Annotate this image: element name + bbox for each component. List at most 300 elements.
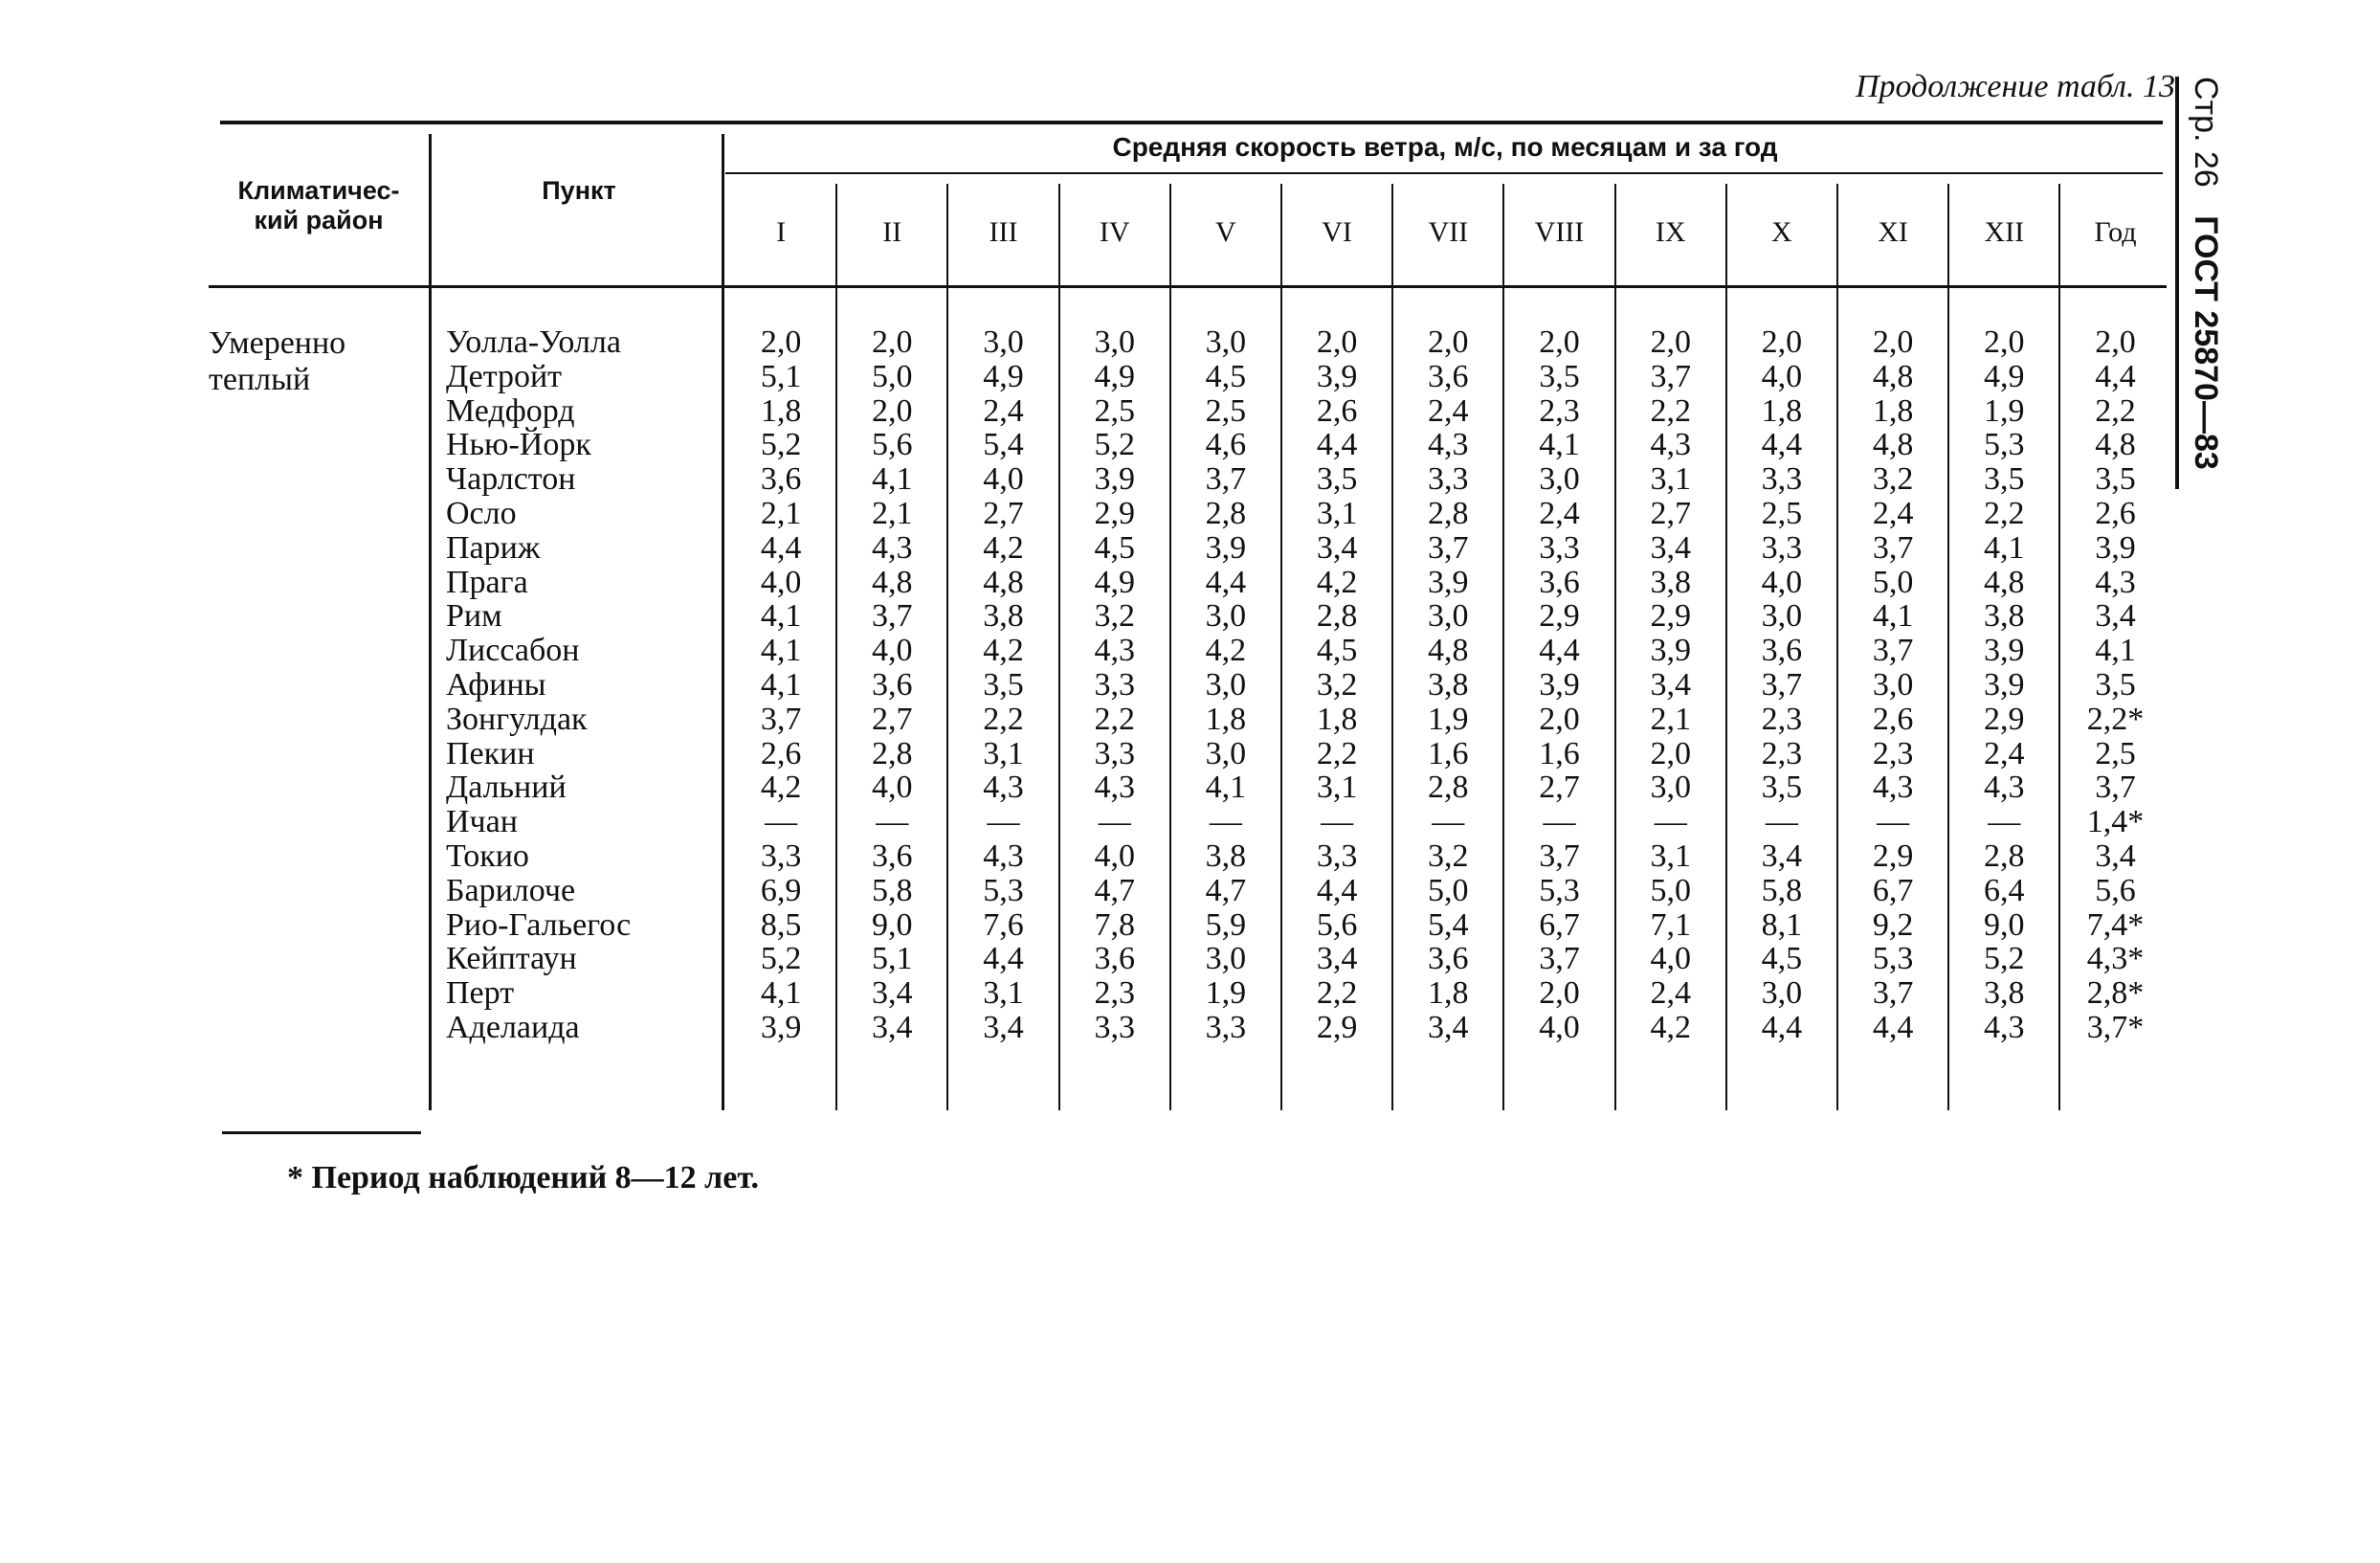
table-cell: 3,3 (1316, 837, 1358, 874)
table-cell: 3,3 (1094, 666, 1135, 703)
table-row-city: Медфорд (446, 392, 575, 429)
table-cell: 2,8 (1205, 495, 1247, 531)
table-cell: 6,7 (1539, 906, 1580, 943)
table-row-city: Кейптаун (446, 941, 577, 977)
table-cell: 3,9 (760, 1009, 802, 1045)
table-cell: 3,5 (1984, 461, 2025, 498)
table-cell: 3,1 (983, 975, 1024, 1012)
table-cell: 5,0 (872, 358, 913, 394)
table-row-city: Пекин (446, 735, 535, 771)
value-column (725, 325, 836, 1045)
table-cell: 5,1 (760, 358, 802, 394)
table-cell: 4,3 (983, 770, 1024, 806)
table-row-city: Токио (446, 837, 529, 874)
table-row-city: Рим (446, 598, 502, 635)
table-cell: 2,8 (1984, 837, 2025, 874)
table-cell: 2,1 (760, 495, 802, 531)
table-cell: 2,3 (1761, 735, 1803, 771)
table-cell: 6,9 (760, 872, 802, 908)
table-cell: 3,5 (2095, 666, 2136, 703)
table-cell: 4,8 (1872, 358, 1914, 394)
table-cell: 1,6 (1428, 735, 1469, 771)
table-cell: 2,9 (1872, 837, 1914, 874)
table-cell: 5,8 (1761, 872, 1803, 908)
table-cell: 3,0 (1761, 975, 1803, 1012)
table-row-city: Лиссабон (446, 633, 580, 669)
table-cell: 4,8 (872, 564, 913, 600)
table-cell: 5,6 (1316, 906, 1358, 943)
value-column (1948, 325, 2059, 1045)
table-cell: 2,4 (1650, 975, 1691, 1012)
table-cell: 4,7 (1205, 872, 1247, 908)
table-cell: 5,3 (1984, 427, 2025, 463)
table-cell: 2,4 (1428, 392, 1469, 429)
table-cell: 5,2 (760, 427, 802, 463)
table-cell: 4,4 (1539, 633, 1580, 669)
table-cell: 4,1 (1872, 598, 1914, 635)
table-cell: 2,0 (1539, 975, 1580, 1012)
table-cell: 4,3 (1872, 770, 1914, 806)
table-cell: — (1321, 804, 1354, 840)
table-cell: 4,4 (1761, 1009, 1803, 1045)
table-cell: 2,8 (1316, 598, 1358, 635)
table-cell: 3,4 (872, 1009, 913, 1045)
table-cell: 3,0 (1094, 324, 1135, 360)
table-row-city: Осло (446, 495, 517, 531)
table-cell: 3,8 (1984, 975, 2025, 1012)
table-cell: 2,5 (2095, 735, 2136, 771)
table-cell: — (1098, 804, 1131, 840)
table-cell: 4,3 (1094, 770, 1135, 806)
table-cell: 4,8 (2095, 427, 2136, 463)
table-cell: 2,3 (1761, 701, 1803, 737)
table-cell: 5,2 (1984, 941, 2025, 977)
table-cell: 5,3 (1872, 941, 1914, 977)
table-cell: 2,0 (1650, 735, 1691, 771)
table-cell: 2,0 (1984, 324, 2025, 360)
table-cell: 3,0 (1205, 941, 1247, 977)
table-cell: 4,4 (983, 941, 1024, 977)
table-cell: 3,4 (1650, 529, 1691, 566)
table-cell: 3,3 (1761, 461, 1803, 498)
table-cell: 4,9 (1094, 358, 1135, 394)
header-bottom-rule (209, 285, 2167, 288)
table-cell: 3,9 (1539, 666, 1580, 703)
table-cell: 2,7 (1650, 495, 1691, 531)
table-cell: 2,0 (1539, 701, 1580, 737)
table-cell: — (1654, 804, 1687, 840)
table-cell: 4,0 (1539, 1009, 1580, 1045)
table-cell: 5,8 (872, 872, 913, 908)
table-cell: 4,8 (1428, 633, 1469, 669)
value-column (1503, 325, 1614, 1045)
table-cell: 3,7 (1650, 358, 1691, 394)
table-cell: 3,4 (1316, 529, 1358, 566)
table-cell: 4,1 (760, 633, 802, 669)
table-cell: 3,0 (983, 324, 1024, 360)
table-cell: 4,8 (1984, 564, 2025, 600)
table-cell: 4,4 (1761, 427, 1803, 463)
col-divider-point (722, 134, 724, 1110)
header-wind-speed: Средняя скорость ветра, м/с, по месяцам и за год (1112, 132, 1778, 162)
table-cell: 5,6 (872, 427, 913, 463)
table-cell: 2,4 (983, 392, 1024, 429)
table-cell: 7,4* (2086, 906, 2145, 943)
table-cell: 3,9 (1984, 666, 2025, 703)
table-cell: 3,0 (1205, 735, 1247, 771)
table-cell: 1,9 (1428, 701, 1469, 737)
table-cell: — (1432, 804, 1465, 840)
table-cell: 3,7 (1872, 633, 1914, 669)
table-cell: 3,0 (1650, 770, 1691, 806)
table-row-city: Зонгулдак (446, 701, 588, 737)
table-cell: 5,6 (2095, 872, 2136, 908)
table-cell: 3,7 (1539, 941, 1580, 977)
table-cell: 1,9 (1984, 392, 2025, 429)
table-cell: 3,9 (1316, 358, 1358, 394)
table-cell: — (1988, 804, 2021, 840)
table-cell: 4,2 (983, 633, 1024, 669)
table-cell: 3,5 (2095, 461, 2136, 498)
table-cell: 3,6 (1428, 941, 1469, 977)
table-cell: 3,8 (1650, 564, 1691, 600)
table-cell: — (1209, 804, 1242, 840)
table-cell: 3,2 (1094, 598, 1135, 635)
table-cell: 5,4 (1428, 906, 1469, 943)
table-cell: 2,3 (1094, 975, 1135, 1012)
table-cell: 7,1 (1650, 906, 1691, 943)
table-cell: 2,6 (760, 735, 802, 771)
month-header: III (989, 216, 1018, 248)
month-header: X (1771, 216, 1792, 248)
running-header (2175, 77, 2224, 489)
month-header: IX (1655, 216, 1686, 248)
table-cell: 2,6 (2095, 495, 2136, 531)
month-header: IV (1099, 216, 1130, 248)
month-header: Год (2094, 216, 2137, 248)
table-cell: 3,7 (1872, 529, 1914, 566)
table-cell: 4,1 (760, 975, 802, 1012)
month-header: VIII (1534, 216, 1585, 248)
table-cell: 4,0 (872, 770, 913, 806)
table-cell: 3,3 (1094, 1009, 1135, 1045)
table-cell: 3,4 (983, 1009, 1024, 1045)
table-cell: 3,6 (872, 666, 913, 703)
table-cell: 2,8 (872, 735, 913, 771)
table-cell: 4,2 (1650, 1009, 1691, 1045)
table-cell: 2,0 (2095, 324, 2136, 360)
table-cell: 3,7* (2086, 1009, 2145, 1045)
table-cell: 2,0 (1316, 324, 1358, 360)
table-cell: 4,2 (1316, 564, 1358, 600)
table-cell: 2,0 (1650, 324, 1691, 360)
table-cell: 3,4 (2095, 598, 2136, 635)
table-cell: 4,0 (1094, 837, 1135, 874)
table-cell: 3,5 (1761, 770, 1803, 806)
table-cell: 4,1 (760, 598, 802, 635)
table-cell: 3,7 (872, 598, 913, 635)
table-row-city: Чарлстон (446, 461, 576, 498)
table-cell: 4,3 (983, 837, 1024, 874)
table-cell: 3,1 (1316, 495, 1358, 531)
table-cell: 3,4 (1316, 941, 1358, 977)
table-cell: 3,3 (1094, 735, 1135, 771)
value-column (1615, 325, 1726, 1045)
table-cell: 3,3 (760, 837, 802, 874)
footnote-rule (222, 1131, 421, 1134)
table-cell: 4,4 (1316, 427, 1358, 463)
table-cell: 2,5 (1761, 495, 1803, 531)
table-cell: 1,8 (1316, 701, 1358, 737)
table-row-city: Рио-Гальегос (446, 906, 632, 943)
table-cell: 4,3* (2086, 941, 2145, 977)
table-cell: — (987, 804, 1020, 840)
table-row-city: Барилоче (446, 872, 576, 908)
table-cell: 3,4 (1650, 666, 1691, 703)
table-cell: 4,2 (1205, 633, 1247, 669)
table-cell: 3,6 (1094, 941, 1135, 977)
value-column (1170, 325, 1281, 1045)
table-cell: 4,3 (1094, 633, 1135, 669)
table-cell: 3,5 (1316, 461, 1358, 498)
month-header: V (1215, 216, 1236, 248)
month-header: XI (1878, 216, 1908, 248)
table-cell: 2,4 (1984, 735, 2025, 771)
table-cell: 2,2 (2095, 392, 2136, 429)
table-cell: 3,8 (1205, 837, 1247, 874)
table-cell: 3,5 (1539, 358, 1580, 394)
table-cell: 3,1 (983, 735, 1024, 771)
table-cell: 3,7 (1539, 837, 1580, 874)
table-cell: — (1543, 804, 1576, 840)
value-column (1392, 325, 1503, 1045)
table-cell: 3,3 (1205, 1009, 1247, 1045)
table-cell: 1,8 (1205, 701, 1247, 737)
table-cell: 3,0 (1872, 666, 1914, 703)
table-cell: 2,6 (1872, 701, 1914, 737)
col-divider-region (429, 134, 432, 1110)
table-cell: 4,2 (760, 770, 802, 806)
table-cell: 4,4 (1872, 1009, 1914, 1045)
table-cell: 5,3 (983, 872, 1024, 908)
table-cell: 2,0 (1539, 324, 1580, 360)
table-cell: 2,2 (1316, 975, 1358, 1012)
table-cell: 3,4 (1761, 837, 1803, 874)
table-cell: 3,0 (1428, 598, 1469, 635)
table-cell: 4,4 (1316, 872, 1358, 908)
table-cell: — (876, 804, 909, 840)
table-cell: 2,4 (1539, 495, 1580, 531)
table-cell: 1,9 (1205, 975, 1247, 1012)
table-cell: 4,5 (1094, 529, 1135, 566)
table-cell: 3,5 (983, 666, 1024, 703)
table-cell: 1,8 (1428, 975, 1469, 1012)
table-cell: 2,7 (983, 495, 1024, 531)
table-cell: 3,2 (1428, 837, 1469, 874)
table-cell: 2,7 (872, 701, 913, 737)
table-row-city: Аделаида (446, 1009, 580, 1045)
climate-region-name: Умеренно теплый (209, 325, 346, 397)
table-cell: 3,8 (1984, 598, 2025, 635)
table-cell: 5,3 (1539, 872, 1580, 908)
table-cell: 3,7 (1205, 461, 1247, 498)
table-cell: 9,0 (1984, 906, 2025, 943)
table-cell: 7,8 (1094, 906, 1135, 943)
table-cell: 4,0 (983, 461, 1024, 498)
header-point: Пункт (542, 176, 616, 205)
table-row-city: Детройт (446, 358, 563, 394)
table-cell: 1,4* (2086, 804, 2145, 840)
table-cell: 4,0 (1761, 358, 1803, 394)
table-cell: 2,9 (1316, 1009, 1358, 1045)
table-row-city: Нью-Йорк (446, 427, 591, 463)
table-cell: 2,9 (1650, 598, 1691, 635)
table-cell: 2,2 (1650, 392, 1691, 429)
table-cell: 3,4 (872, 975, 913, 1012)
table-cell: 4,8 (983, 564, 1024, 600)
table-row-city: Париж (446, 529, 541, 566)
table-cell: 2,3 (1872, 735, 1914, 771)
table-cell: 4,4 (2095, 358, 2136, 394)
table-cell: 4,3 (1428, 427, 1469, 463)
table-cell: 5,2 (1094, 427, 1135, 463)
table-top-rule (220, 121, 2163, 124)
month-header: VII (1428, 216, 1469, 248)
table-cell: 4,0 (1761, 564, 1803, 600)
table-cell: 3,0 (1205, 324, 1247, 360)
table-cell: 3,6 (760, 461, 802, 498)
table-cell: 4,7 (1094, 872, 1135, 908)
continuation-note: Продолжение табл. 13 (1855, 69, 2175, 104)
table-cell: 2,7 (1539, 770, 1580, 806)
table-cell: 3,6 (872, 837, 913, 874)
table-cell: 2,0 (1872, 324, 1914, 360)
table-cell: 6,7 (1872, 872, 1914, 908)
month-header: II (882, 216, 902, 248)
table-cell: 3,3 (1761, 529, 1803, 566)
table-cell: 2,0 (760, 324, 802, 360)
table-cell: 5,4 (983, 427, 1024, 463)
standard-number: ГОСТ 25870—83 (2188, 215, 2224, 470)
table-cell: 3,9 (1650, 633, 1691, 669)
table-cell: 4,4 (1205, 564, 1247, 600)
table-cell: 2,8* (2086, 975, 2145, 1012)
table-cell: 2,1 (1650, 701, 1691, 737)
footnote: * Период наблюдений 8—12 лет. (287, 1160, 759, 1195)
table-row-city: Дальний (446, 770, 567, 806)
table-cell: 8,5 (760, 906, 802, 943)
table-cell: 4,9 (1094, 564, 1135, 600)
value-column (2059, 325, 2170, 1045)
table-cell: 3,1 (1650, 837, 1691, 874)
table-row-city: Афины (446, 666, 546, 703)
table-cell: 1,6 (1539, 735, 1580, 771)
table-cell: 3,0 (1205, 598, 1247, 635)
table-cell: 3,9 (1428, 564, 1469, 600)
month-header: VI (1322, 216, 1352, 248)
table-cell: 4,3 (2095, 564, 2136, 600)
month-header: I (776, 216, 787, 248)
table-cell: 4,9 (1984, 358, 2025, 394)
table-cell: — (765, 804, 798, 840)
table-cell: 1,8 (760, 392, 802, 429)
table-cell: 3,1 (1650, 461, 1691, 498)
table-cell: 3,6 (1428, 358, 1469, 394)
table-cell: 3,0 (1539, 461, 1580, 498)
table-row-city: Уолла-Уолла (446, 324, 621, 360)
table-cell: 2,4 (1872, 495, 1914, 531)
table-cell: 4,0 (872, 633, 913, 669)
table-cell: 4,2 (983, 529, 1024, 566)
table-cell: 5,9 (1205, 906, 1247, 943)
table-cell: 2,6 (1316, 392, 1358, 429)
table-cell: 7,6 (983, 906, 1024, 943)
table-cell: 2,3 (1539, 392, 1580, 429)
table-cell: 2,9 (1539, 598, 1580, 635)
table-cell: 3,1 (1316, 770, 1358, 806)
table-cell: 2,0 (1428, 324, 1469, 360)
table-cell: 3,2 (1316, 666, 1358, 703)
table-cell: 2,9 (1984, 701, 2025, 737)
header-region: Климатичес-кий район (237, 176, 400, 235)
table-cell: 3,7 (2095, 770, 2136, 806)
table-cell: 3,3 (1539, 529, 1580, 566)
table-cell: — (1765, 804, 1798, 840)
value-column (836, 325, 947, 1045)
value-column (1281, 325, 1392, 1045)
table-cell: 9,2 (1872, 906, 1914, 943)
table-cell: 4,4 (760, 529, 802, 566)
table-cell: 2,2 (1316, 735, 1358, 771)
table-cell: 4,1 (1984, 529, 2025, 566)
table-cell: 4,3 (1650, 427, 1691, 463)
table-cell: 1,8 (1761, 392, 1803, 429)
table-cell: 3,2 (1872, 461, 1914, 498)
table-cell: 4,6 (1205, 427, 1247, 463)
table-cell: 4,1 (2095, 633, 2136, 669)
table-cell: 2,0 (1761, 324, 1803, 360)
table-cell: — (1877, 804, 1910, 840)
table-cell: 3,7 (760, 701, 802, 737)
table-cell: 3,9 (1094, 461, 1135, 498)
value-column (1059, 325, 1170, 1045)
table-cell: 3,7 (1428, 529, 1469, 566)
table-cell: 3,3 (1428, 461, 1469, 498)
table-cell: 6,4 (1984, 872, 2025, 908)
city-list (446, 325, 631, 1045)
table-cell: 3,9 (2095, 529, 2136, 566)
table-cell: 4,8 (1872, 427, 1914, 463)
table-cell: 2,5 (1205, 392, 1247, 429)
table-cell: 2,9 (1094, 495, 1135, 531)
table-cell: 2,0 (872, 392, 913, 429)
table-row-city: Ичан (446, 804, 518, 840)
table-cell: 2,2 (1984, 495, 2025, 531)
table-cell: 5,0 (1872, 564, 1914, 600)
table-cell: 4,1 (1205, 770, 1247, 806)
table-cell: 2,1 (872, 495, 913, 531)
table-cell: 4,3 (872, 529, 913, 566)
table-cell: 3,7 (1761, 666, 1803, 703)
table-cell: 5,0 (1650, 872, 1691, 908)
table-cell: 3,6 (1761, 633, 1803, 669)
table-cell: 1,8 (1872, 392, 1914, 429)
month-header-rule (725, 172, 2163, 174)
table-cell: 2,8 (1428, 495, 1469, 531)
table-cell: 4,5 (1205, 358, 1247, 394)
table-cell: 3,0 (1205, 666, 1247, 703)
table-cell: 5,1 (872, 941, 913, 977)
